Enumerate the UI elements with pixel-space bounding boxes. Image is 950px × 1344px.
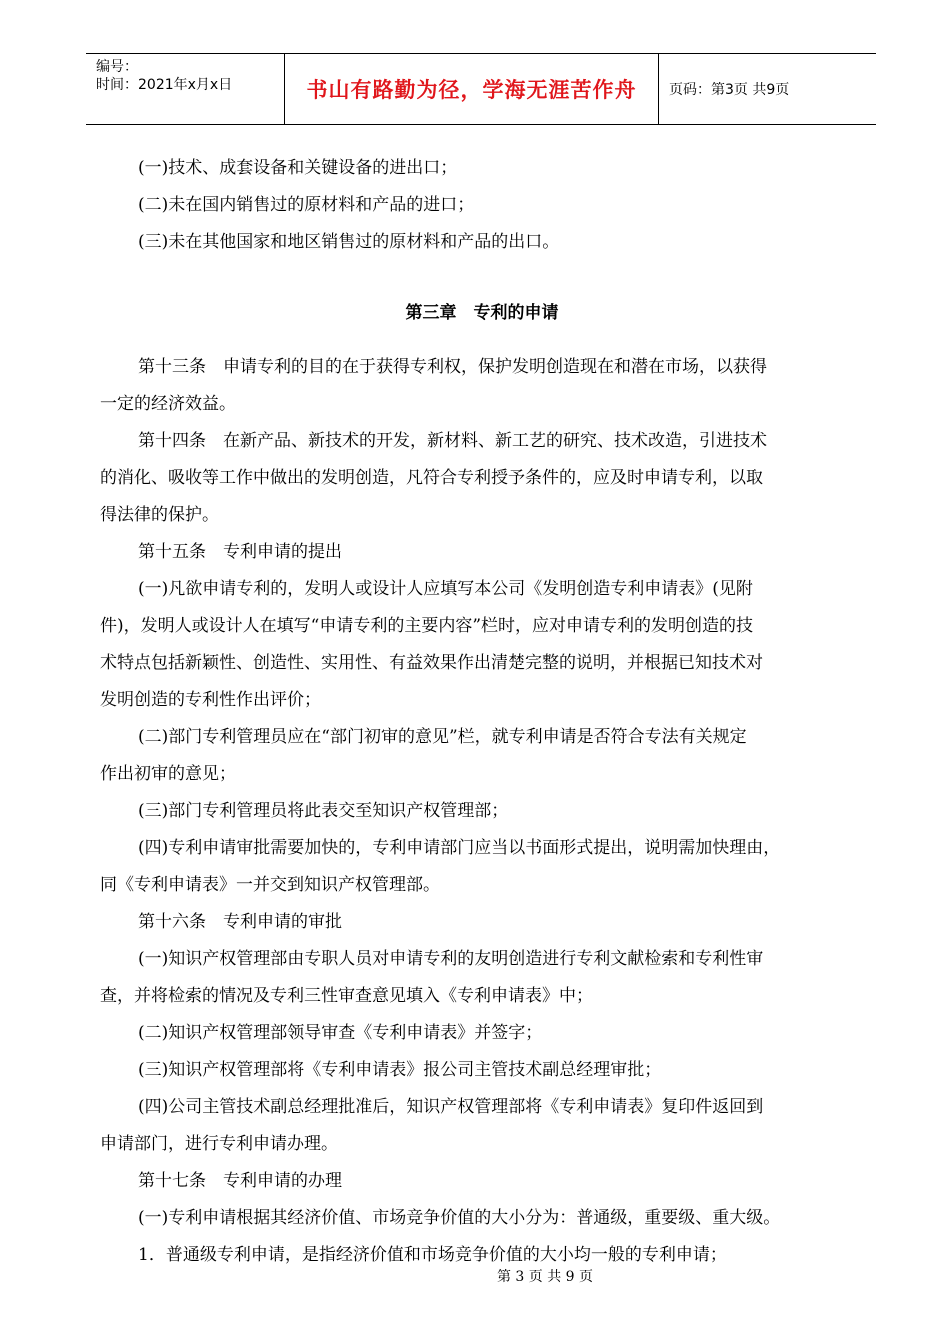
list-item: (三)未在其他国家和地区销售过的原材料和产品的出口。 xyxy=(138,232,560,252)
body-line: (三)部门专利管理员将此表交至知识产权管理部； xyxy=(138,801,509,821)
page-header xyxy=(86,53,876,125)
header-motto: 书山有路勤为径，学海无涯苦作舟 xyxy=(306,78,637,102)
header-meta xyxy=(86,54,285,124)
body-line: 第十四条 在新产品、新技术的开发，新材料、新工艺的研究、技术改造，引进技术 xyxy=(138,431,767,451)
body-line: 件)，发明人或设计人在填写“申请专利的主要内容”栏时，应对申请专利的发明创造的技 xyxy=(100,616,754,636)
header-code: 编号： xyxy=(96,59,138,75)
body-line: (三)知识产权管理部将《专利申请表》报公司主管技术副总经理审批； xyxy=(138,1060,662,1080)
body-line: 第十五条 专利申请的提出 xyxy=(138,542,342,562)
body-line: (二)部门专利管理员应在“部门初审的意见”栏，就专利申请是否符合专法有关规定 xyxy=(138,727,747,747)
body-line: (一)知识产权管理部由专职人员对申请专利的友明创造进行专利文献检索和专利性审 xyxy=(138,949,764,969)
body-line: 术特点包括新颖性、创造性、实用性、有益效果作出清楚完整的说明，并根据已知技术对 xyxy=(100,653,763,673)
body-line: 的消化、吸收等工作中做出的发明创造，凡符合专利授予条件的，应及时申请专利，以取 xyxy=(100,468,763,488)
body-line: 申请部门，进行专利申请办理。 xyxy=(100,1134,338,1154)
body-line: (一)凡欲申请专利的，发明人或设计人应填写本公司《发明创造专利申请表》(见附 xyxy=(138,579,753,599)
list-item: (一)技术、成套设备和关键设备的进出口； xyxy=(138,158,458,178)
body-line: 第十六条 专利申请的审批 xyxy=(138,912,342,932)
header-page-number: 页码：第3页 共9页 xyxy=(669,82,790,98)
body-line: 得法律的保护。 xyxy=(100,505,219,525)
body-line: 第十三条 申请专利的目的在于获得专利权，保护发明创造现在和潜在市场，以获得 xyxy=(138,357,767,377)
body-line: (四)专利申请审批需要加快的，专利申请部门应当以书面形式提出，说明需加快理由， xyxy=(138,838,781,858)
document-body xyxy=(100,150,864,1274)
chapter-body xyxy=(100,349,864,1274)
body-line: 一定的经济效益。 xyxy=(100,394,236,414)
body-line: 1．普通级专利申请，是指经济价值和市场竞争价值的大小均一般的专利申请； xyxy=(138,1245,727,1265)
body-line: (二)知识产权管理部领导审查《专利申请表》并签字； xyxy=(138,1023,543,1043)
body-line: 同《专利申请表》一并交到知识产权管理部。 xyxy=(100,875,440,895)
header-motto-cell xyxy=(285,54,659,124)
list-item: (二)未在国内销售过的原材料和产品的进口； xyxy=(138,195,475,215)
body-line: 发明创造的专利性作出评价； xyxy=(100,690,321,710)
body-line: (一)专利申请根据其经济价值、市场竞争价值的大小分为：普通级，重要级、重大级。 xyxy=(138,1208,781,1228)
header-time: 时间：2021年x月x日 xyxy=(96,77,233,93)
body-line: (四)公司主管技术副总经理批准后，知识产权管理部将《专利申请表》复印件返回到 xyxy=(138,1097,764,1117)
body-line: 第十七条 专利申请的办理 xyxy=(138,1171,342,1191)
body-line: 作出初审的意见； xyxy=(100,764,236,784)
chapter-title: 第三章 专利的申请 xyxy=(405,303,559,323)
page-footer: 第 3 页 共 9 页 xyxy=(496,1269,594,1285)
body-line: 查，并将检索的情况及专利三性审查意见填入《专利申请表》中； xyxy=(100,986,593,1006)
